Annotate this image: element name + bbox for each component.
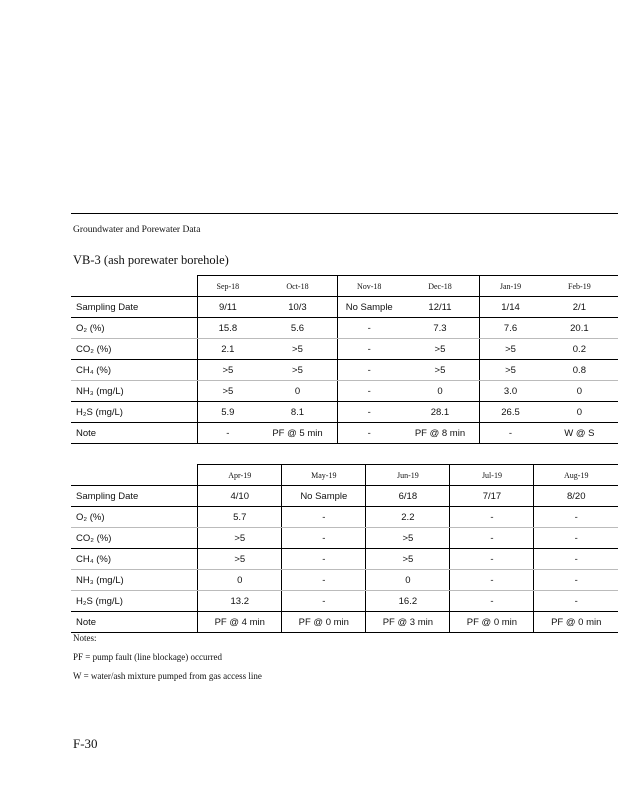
- table-cell: 0.8: [541, 360, 618, 381]
- table-row-o2: [71, 507, 618, 528]
- table-cell: -: [197, 423, 258, 444]
- table-cell: -: [337, 381, 400, 402]
- table-cell: 9/11: [197, 297, 258, 318]
- table-cell: 6/18: [366, 486, 450, 507]
- table-cell: 0: [541, 402, 618, 423]
- table-cell: -: [534, 591, 618, 612]
- table-cell: PF @ 0 min: [282, 612, 366, 633]
- section-header: Groundwater and Porewater Data: [73, 225, 201, 235]
- table-cell: 1/14: [480, 297, 541, 318]
- table-cell: 2.2: [366, 507, 450, 528]
- table-cell: PF @ 4 min: [198, 612, 282, 633]
- table-cell: -: [450, 549, 534, 570]
- table-row-o2: [71, 318, 618, 339]
- table-cell: -: [282, 591, 366, 612]
- row-label: Sampling Date: [71, 486, 198, 507]
- table-cell: 7/17: [450, 486, 534, 507]
- note-item: W = water/ash mixture pumped from gas access line: [73, 671, 262, 681]
- month-header: Apr-19: [198, 465, 282, 486]
- table-cell: -: [450, 570, 534, 591]
- table-cell: -: [450, 507, 534, 528]
- table-cell: 15.8: [197, 318, 258, 339]
- table-row-nh3: [71, 381, 618, 402]
- row-label: NH₃ (mg/L): [71, 381, 197, 402]
- table-cell: 10/3: [258, 297, 337, 318]
- table-row-ch4: [71, 360, 618, 381]
- table-cell: 20.1: [541, 318, 618, 339]
- notes-heading: Notes:: [73, 633, 97, 643]
- table-cell: 2/1: [541, 297, 618, 318]
- table-row-h2s: [71, 402, 618, 423]
- month-header-row: [71, 465, 618, 486]
- row-label: Sampling Date: [71, 297, 197, 318]
- table-cell: W @ S: [541, 423, 618, 444]
- table-cell: -: [450, 591, 534, 612]
- table-cell: -: [480, 423, 541, 444]
- table-cell: -: [282, 507, 366, 528]
- table-cell: -: [282, 549, 366, 570]
- table-cell: >5: [258, 360, 337, 381]
- table-cell: >5: [401, 339, 480, 360]
- table-cell: PF @ 8 min: [401, 423, 480, 444]
- row-label: H₂S (mg/L): [71, 591, 198, 612]
- header-rule: [71, 213, 618, 214]
- row-label: H₂S (mg/L): [71, 402, 197, 423]
- table-cell: 0: [366, 570, 450, 591]
- table-cell: >5: [480, 360, 541, 381]
- table-cell: 0: [198, 570, 282, 591]
- table-row-note: [71, 423, 618, 444]
- table-cell: 0: [401, 381, 480, 402]
- table-cell: 7.6: [480, 318, 541, 339]
- table-cell: -: [534, 570, 618, 591]
- table-cell: -: [534, 549, 618, 570]
- table-title: VB-3 (ash porewater borehole): [73, 253, 229, 267]
- table-cell: 12/11: [401, 297, 480, 318]
- table-cell: No Sample: [282, 486, 366, 507]
- month-header: May-19: [282, 465, 366, 486]
- month-header-blank: [71, 465, 198, 486]
- vb3-table-2019: [71, 464, 618, 633]
- month-header: Nov-18: [337, 276, 400, 297]
- row-label: CO₂ (%): [71, 528, 198, 549]
- table-cell: 2.1: [197, 339, 258, 360]
- table-cell: 4/10: [198, 486, 282, 507]
- table-cell: 16.2: [366, 591, 450, 612]
- row-label: O₂ (%): [71, 507, 198, 528]
- table-row-co2: [71, 339, 618, 360]
- table-cell: 0.2: [541, 339, 618, 360]
- table-cell: 0: [541, 381, 618, 402]
- table-cell: -: [337, 339, 400, 360]
- table-cell: 3.0: [480, 381, 541, 402]
- table-cell: >5: [197, 360, 258, 381]
- table-cell: PF @ 0 min: [450, 612, 534, 633]
- table-row-sampling-date: [71, 486, 618, 507]
- table-cell: PF @ 0 min: [534, 612, 618, 633]
- table-row-h2s: [71, 591, 618, 612]
- month-header: Aug-19: [534, 465, 618, 486]
- table-cell: 5.7: [198, 507, 282, 528]
- table-cell: >5: [401, 360, 480, 381]
- row-label: CH₄ (%): [71, 360, 197, 381]
- table-row-nh3: [71, 570, 618, 591]
- table-cell: 26.5: [480, 402, 541, 423]
- table-cell: PF @ 3 min: [366, 612, 450, 633]
- table-cell: PF @ 5 min: [258, 423, 337, 444]
- note-item: PF = pump fault (line blockage) occurred: [73, 652, 223, 662]
- table-cell: >5: [480, 339, 541, 360]
- table-cell: 13.2: [198, 591, 282, 612]
- month-header: Oct-18: [258, 276, 337, 297]
- table-cell: 0: [258, 381, 337, 402]
- month-header: Sep-18: [197, 276, 258, 297]
- row-label: Note: [71, 423, 197, 444]
- row-label: O₂ (%): [71, 318, 197, 339]
- table-cell: 8.1: [258, 402, 337, 423]
- vb3-table-2018-2019: [71, 275, 618, 444]
- table-cell: >5: [198, 528, 282, 549]
- row-label: Note: [71, 612, 198, 633]
- table-cell: -: [450, 528, 534, 549]
- table-cell: -: [534, 528, 618, 549]
- month-header-blank: [71, 276, 197, 297]
- table-cell: -: [337, 360, 400, 381]
- month-header: Jan-19: [480, 276, 541, 297]
- table-cell: 5.9: [197, 402, 258, 423]
- page-number: F-30: [73, 736, 98, 751]
- month-header: Jul-19: [450, 465, 534, 486]
- row-label: CH₄ (%): [71, 549, 198, 570]
- table-cell: No Sample: [337, 297, 400, 318]
- table-cell: >5: [258, 339, 337, 360]
- table-row-co2: [71, 528, 618, 549]
- table-cell: -: [337, 402, 400, 423]
- table-cell: 8/20: [534, 486, 618, 507]
- row-label: CO₂ (%): [71, 339, 197, 360]
- month-header: Feb-19: [541, 276, 618, 297]
- month-header: Jun-19: [366, 465, 450, 486]
- table-row-note: [71, 612, 618, 633]
- month-header: Dec-18: [401, 276, 480, 297]
- table-cell: >5: [198, 549, 282, 570]
- table-cell: 5.6: [258, 318, 337, 339]
- table-cell: 7.3: [401, 318, 480, 339]
- table-cell: -: [337, 318, 400, 339]
- table-cell: -: [282, 570, 366, 591]
- table-cell: 28.1: [401, 402, 480, 423]
- table-row-ch4: [71, 549, 618, 570]
- table-row-sampling-date: [71, 297, 618, 318]
- table-cell: >5: [197, 381, 258, 402]
- row-label: NH₃ (mg/L): [71, 570, 198, 591]
- table-cell: -: [282, 528, 366, 549]
- table-cell: >5: [366, 528, 450, 549]
- table-cell: -: [337, 423, 400, 444]
- table-cell: >5: [366, 549, 450, 570]
- month-header-row: [71, 276, 618, 297]
- table-cell: -: [534, 507, 618, 528]
